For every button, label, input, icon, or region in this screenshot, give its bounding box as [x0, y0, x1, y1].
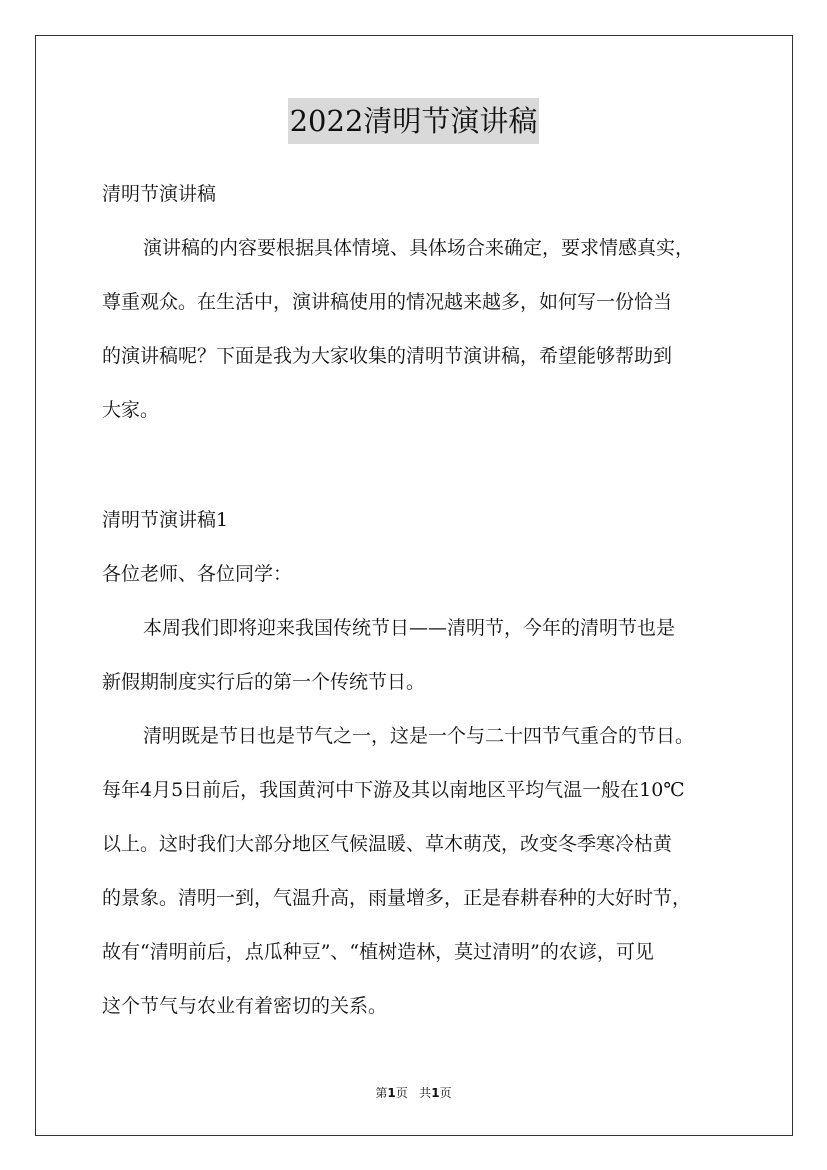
- greeting: 各位老师、各位同学：: [102, 563, 293, 585]
- page-current: 1: [387, 1086, 396, 1100]
- page-footer: [0, 1083, 827, 1103]
- para2-line-1: 清明既是节日也是节气之一，这是一个与二十四节气重合的节日。: [143, 725, 695, 747]
- intro-line-2: 尊重观众。在生活中，演讲稿使用的情况越来越多，如何写一份恰当: [102, 291, 673, 313]
- total-suffix: 页: [439, 1086, 452, 1100]
- para1-line-2: 新假期制度实行后的第一个传统节日。: [102, 671, 426, 693]
- page-suffix: 页: [395, 1086, 408, 1100]
- page-prefix: 第: [375, 1086, 388, 1100]
- para2-line-4: 的景象。清明一到，气温升高，雨量增多，正是春耕春种的大好时节，: [102, 887, 692, 909]
- title-container: [0, 98, 827, 144]
- para1-line-1: 本周我们即将迎来我国传统节日——清明节，今年的清明节也是: [143, 617, 676, 639]
- intro-line-3: 的演讲稿呢？下面是我为大家收集的清明节演讲稿，希望能够帮助到: [102, 345, 673, 367]
- total-prefix: 共: [419, 1086, 432, 1100]
- subtitle: 清明节演讲稿: [102, 183, 217, 205]
- para2-line-3: 以上。这时我们大部分地区气候温暖、草木萌茂，改变冬季寒冷枯黄: [102, 833, 673, 855]
- document-title: 2022清明节演讲稿: [288, 98, 540, 144]
- para2-line-2: 每年4月5日前后，我国黄河中下游及其以南地区平均气温一般在10℃: [102, 779, 685, 801]
- para2-line-6: 这个节气与农业有着密切的关系。: [102, 995, 388, 1017]
- intro-line-1: 演讲稿的内容要根据具体情境、具体场合来确定，要求情感真实，: [143, 237, 695, 259]
- page-total: 1: [431, 1086, 440, 1100]
- section-title: 清明节演讲稿1: [102, 509, 229, 531]
- intro-line-4: 大家。: [102, 399, 160, 421]
- para2-line-5: 故有“清明前后，点瓜种豆”、“植树造林，莫过清明”的农谚，可见: [102, 941, 654, 963]
